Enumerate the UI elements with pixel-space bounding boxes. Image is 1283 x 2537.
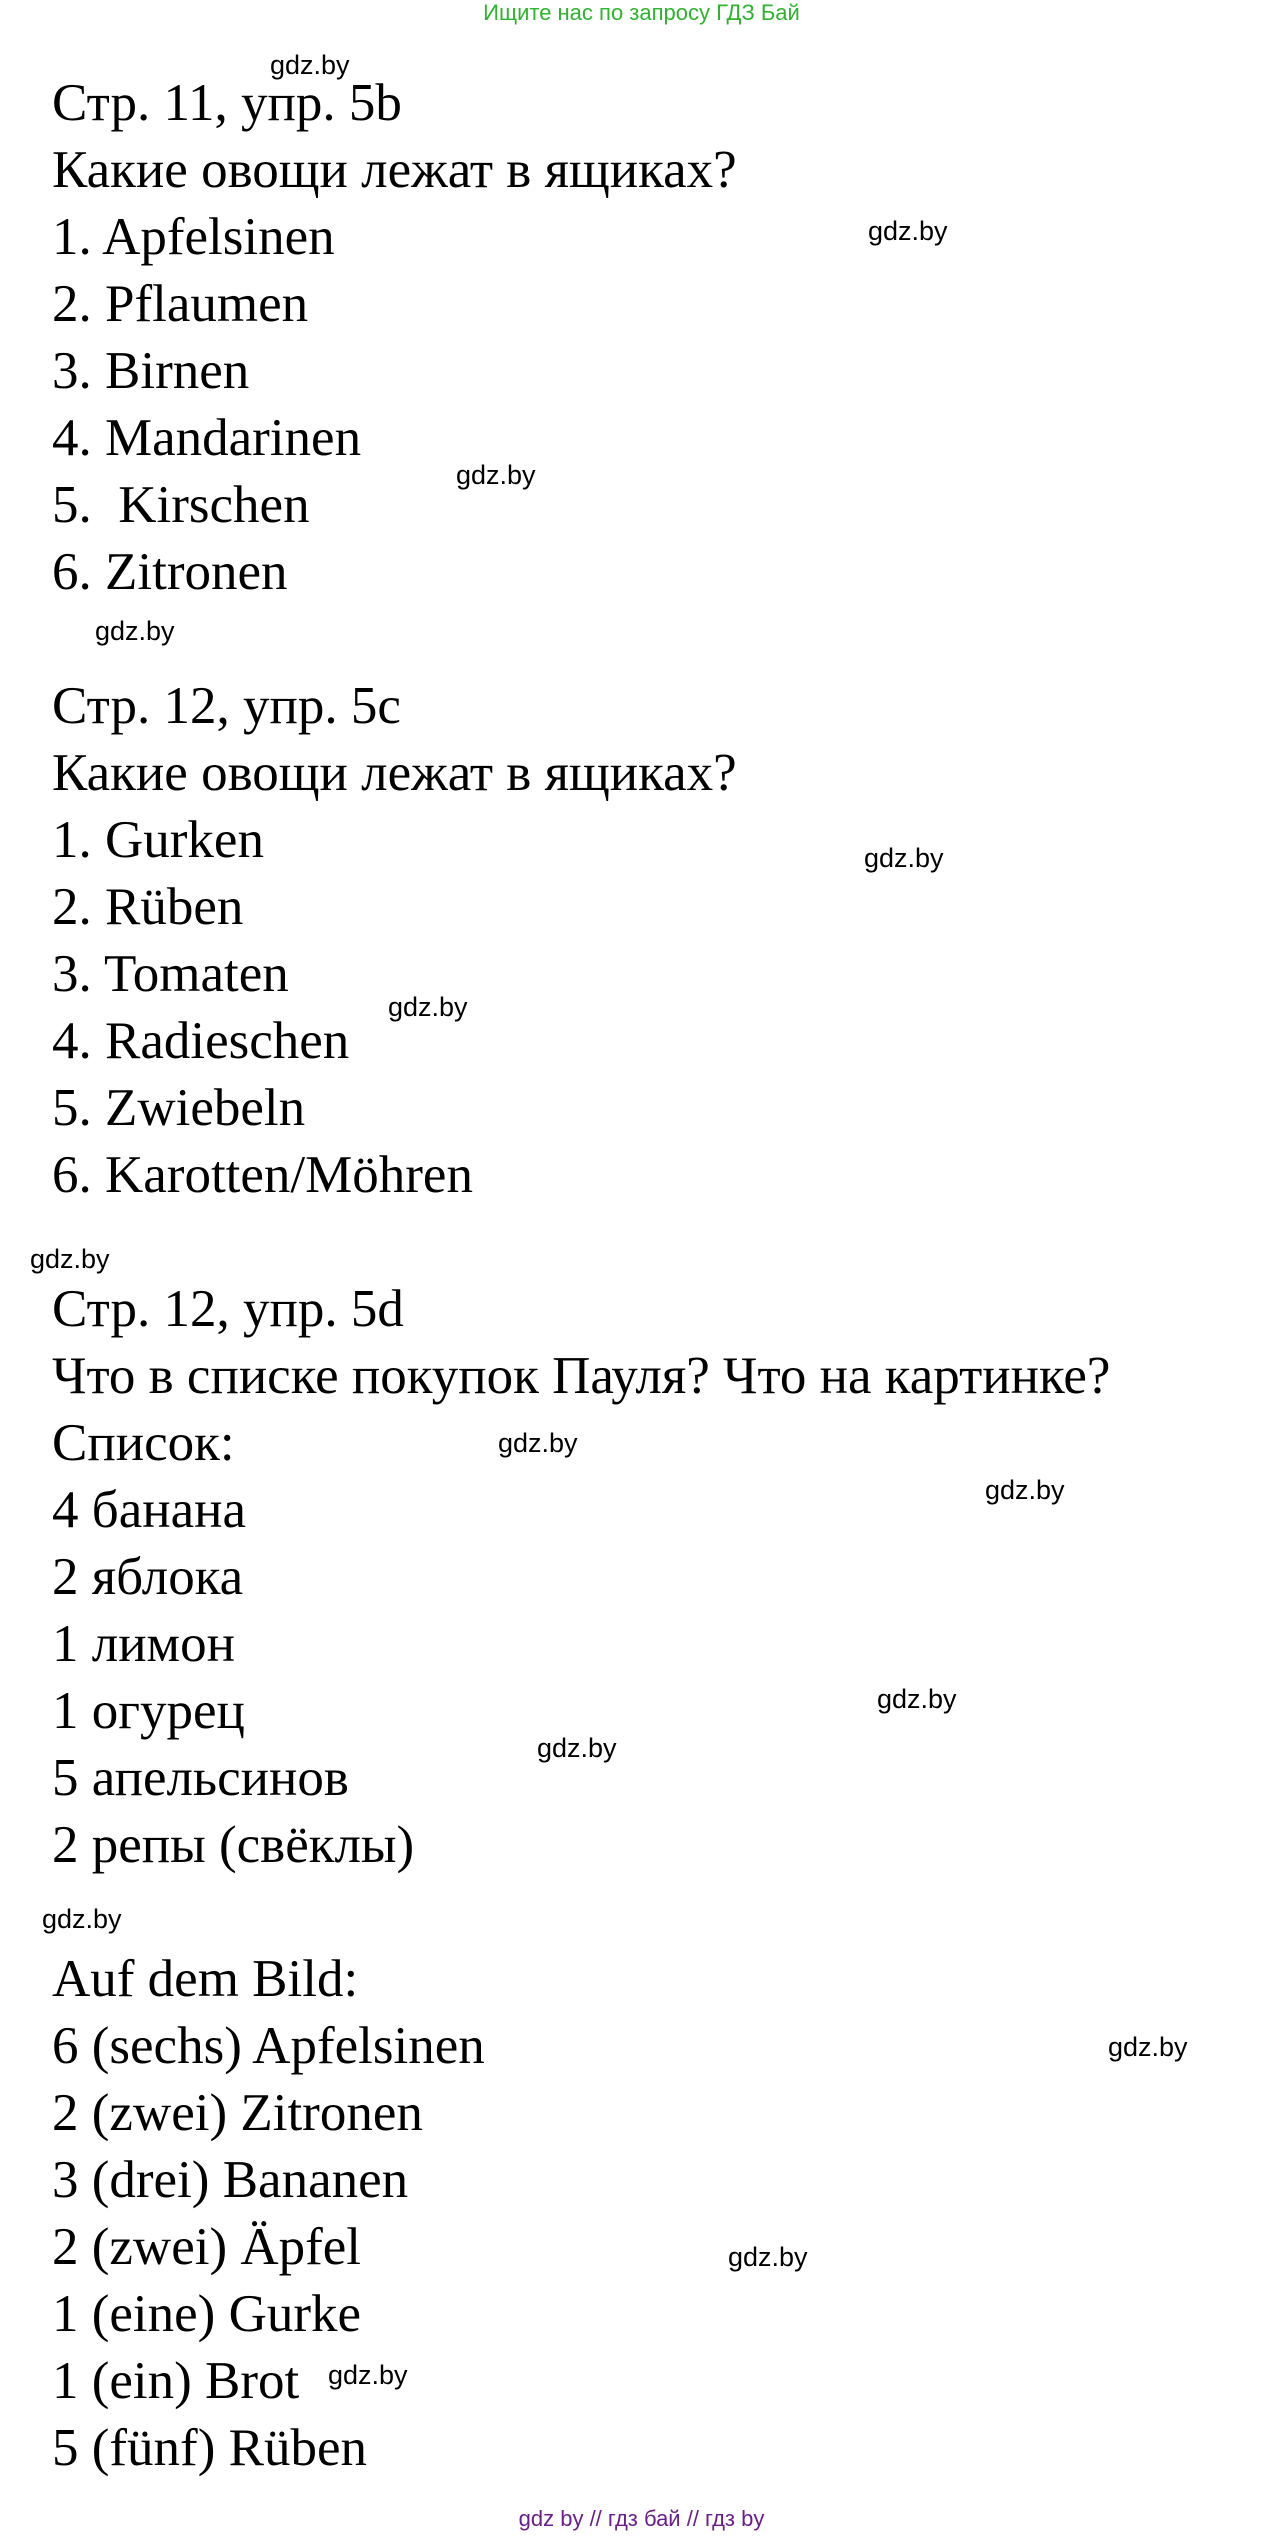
watermark: gdz.by (728, 2242, 808, 2272)
picture-label: Auf dem Bild: (52, 1950, 359, 2008)
list-item: 3. Tomaten (52, 945, 289, 1003)
list-item: 4 банана (52, 1481, 247, 1539)
top-banner: Ищите нас по запросу ГДЗ Бай (483, 0, 800, 25)
watermark: gdz.by (30, 1244, 110, 1274)
watermark: gdz.by (1108, 2032, 1188, 2062)
footer: gdz by // гдз бай // гдз by (518, 2506, 765, 2531)
list-item: 5. Kirschen (52, 476, 310, 534)
section-d-question: Что в списке покупок Пауля? Что на картинке? (52, 1347, 1111, 1405)
document-body (52, 70, 1272, 2482)
list-item: 1 (eine) Gurke (52, 2285, 362, 2343)
watermark: gdz.by (388, 992, 468, 1022)
watermark: gdz.by (95, 616, 175, 646)
watermark: gdz.by (456, 460, 536, 490)
section-b-heading: Стр. 11, упр. 5b (52, 74, 402, 132)
watermark: gdz.by (498, 1428, 578, 1458)
watermark: gdz.by (42, 1904, 122, 1934)
list-item: 4. Radieschen (52, 1012, 350, 1070)
shopping-list-label: Список: (52, 1414, 235, 1472)
list-item: 1 (ein) Brot (52, 2352, 300, 2410)
watermark: gdz.by (985, 1475, 1065, 1505)
list-item: 2 (zwei) Zitronen (52, 2084, 423, 2142)
list-item: 2 (zwei) Äpfel (52, 2218, 362, 2276)
list-item: 3 (drei) Bananen (52, 2151, 409, 2209)
list-item: 6 (sechs) Apfelsinen (52, 2017, 485, 2075)
watermark: gdz.by (877, 1684, 957, 1714)
watermark: gdz.by (864, 843, 944, 873)
watermark: gdz.by (328, 2360, 408, 2390)
watermark: gdz.by (537, 1733, 617, 1763)
list-item: 2. Pflaumen (52, 275, 309, 333)
list-item: 1 огурец (52, 1682, 245, 1740)
list-item: 4. Mandarinen (52, 409, 362, 467)
list-item: 2 яблока (52, 1548, 244, 1606)
list-item: 6. Karotten/Möhren (52, 1146, 473, 1204)
section-c-question: Какие овощи лежат в ящиках? (52, 744, 737, 802)
list-item: 6. Zitronen (52, 543, 288, 601)
list-item: 1. Gurken (52, 811, 264, 869)
list-item: 5 апельсинов (52, 1749, 349, 1807)
section-c-heading: Стр. 12, упр. 5c (52, 677, 401, 735)
watermark: gdz.by (868, 216, 948, 246)
list-item: 2. Rüben (52, 878, 244, 936)
section-b-question: Какие овощи лежат в ящиках? (52, 141, 737, 199)
list-item: 1 лимон (52, 1615, 235, 1673)
list-item: 5. Zwiebeln (52, 1079, 306, 1137)
list-item: 5 (fünf) Rüben (52, 2419, 367, 2477)
list-item: 1. Apfelsinen (52, 208, 335, 266)
list-item: 2 репы (свёклы) (52, 1816, 415, 1874)
list-item: 3. Birnen (52, 342, 250, 400)
section-d-heading: Стр. 12, упр. 5d (52, 1280, 404, 1338)
watermark: gdz.by (270, 50, 350, 80)
